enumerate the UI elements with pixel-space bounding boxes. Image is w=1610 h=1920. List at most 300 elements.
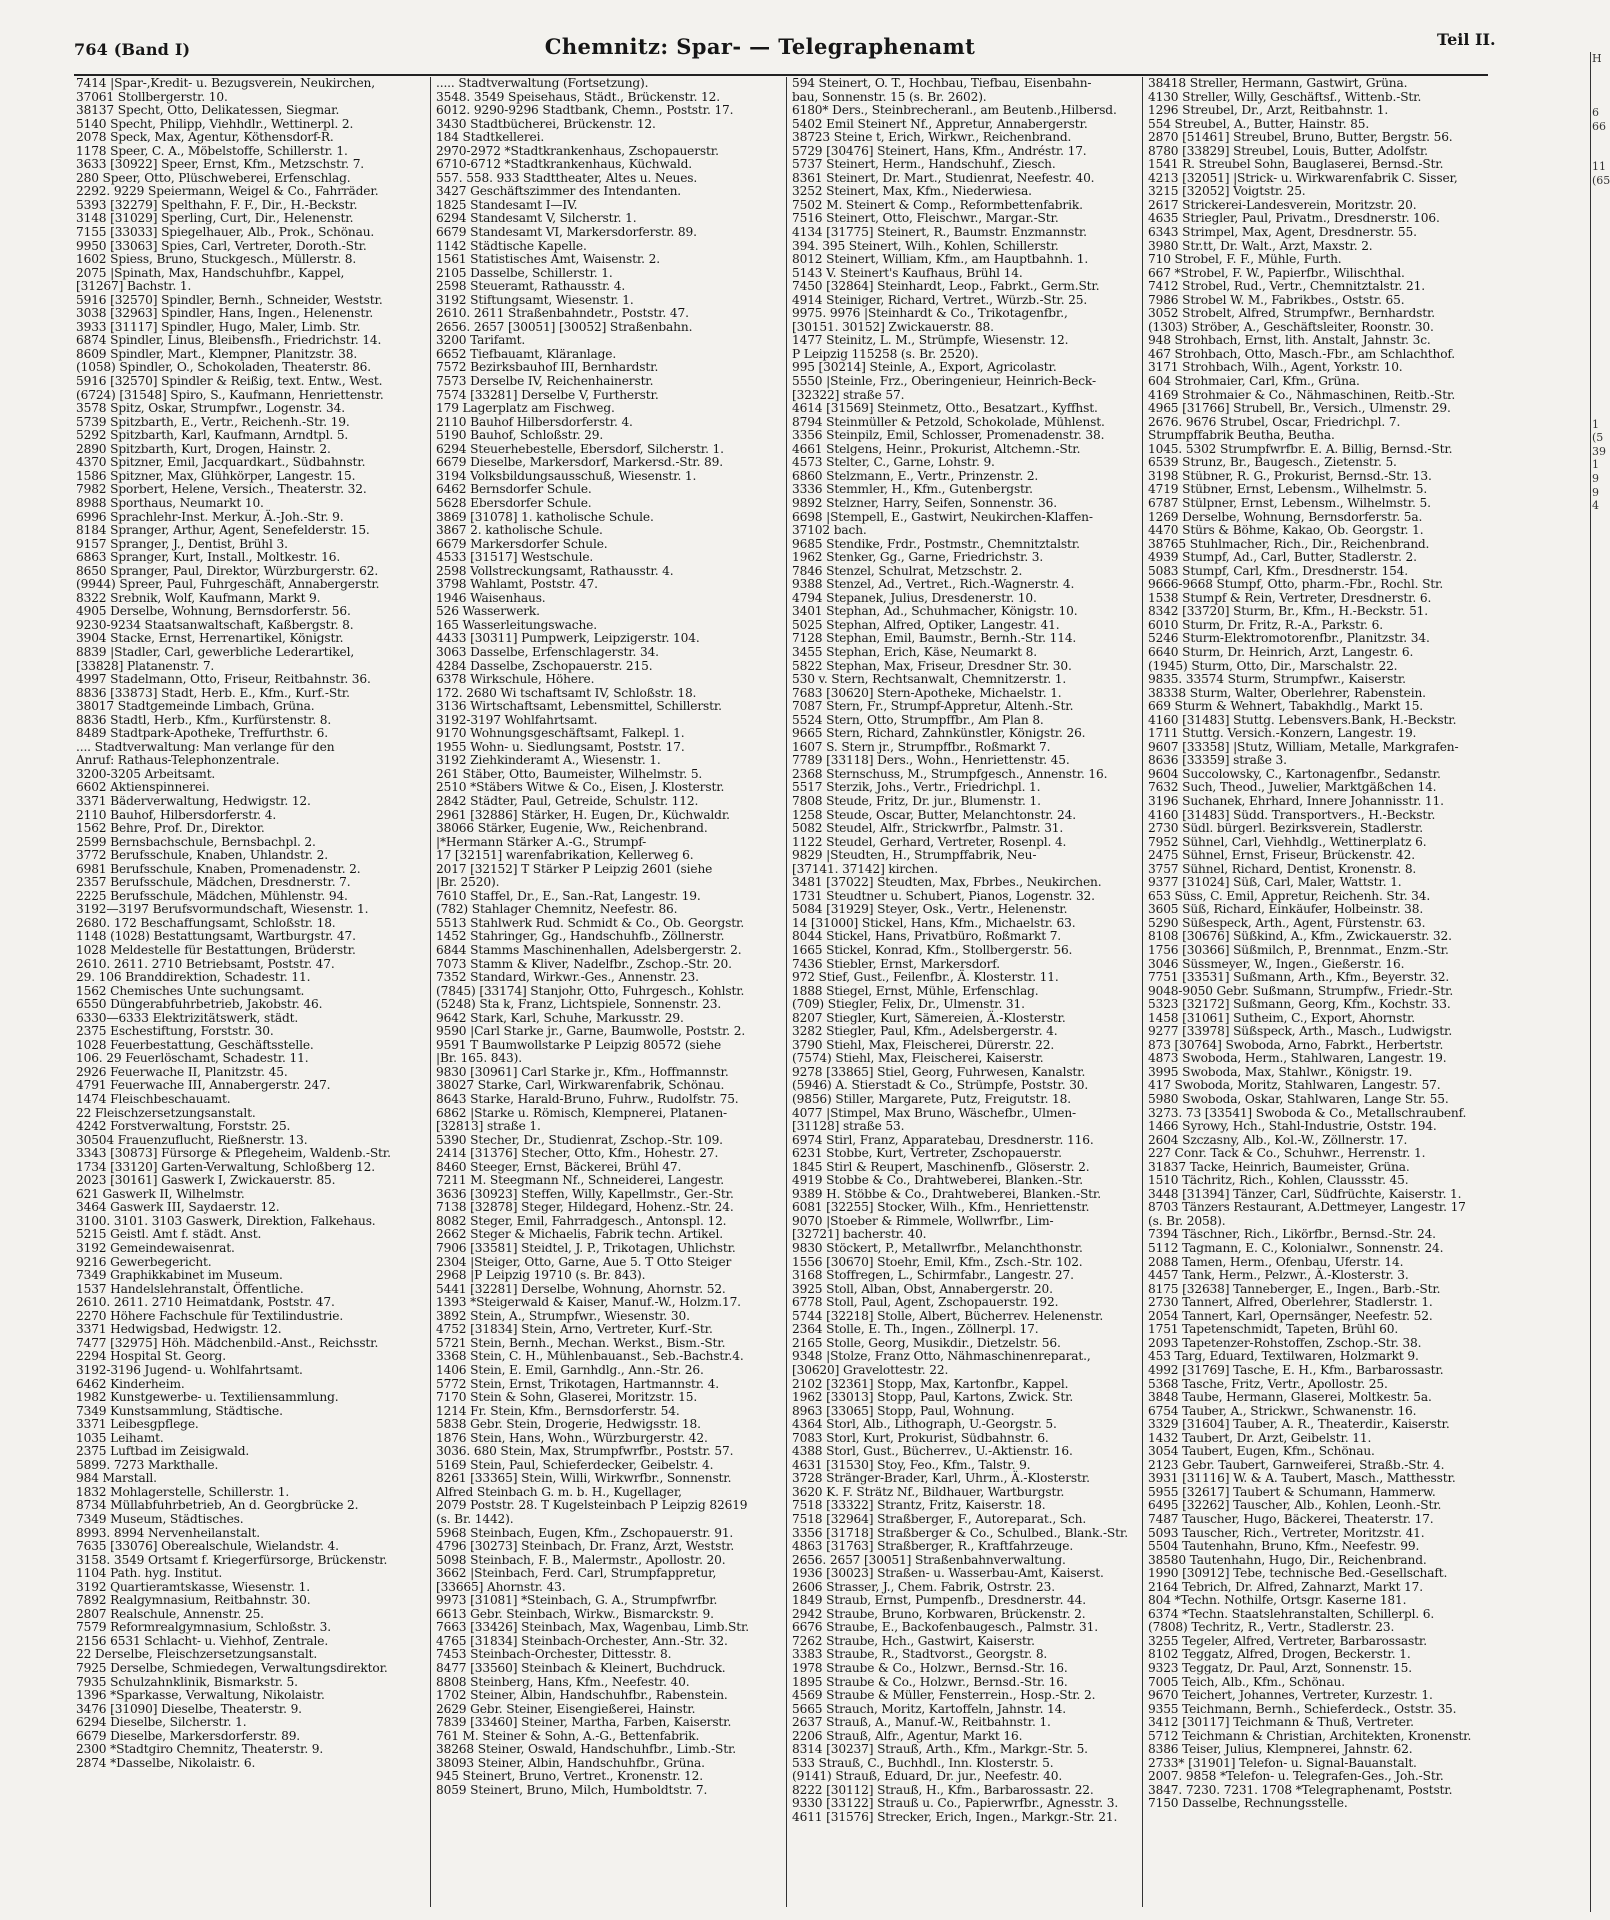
- directory-entry: (5946) A. Stierstadt & Co., Strümpfe, Poststr. 30.: [792, 1078, 1089, 1093]
- directory-entry: 2733* [31901] Telefon- u. Signal-Bauanstalt.: [1148, 1755, 1417, 1770]
- directory-entry: 7751 [33531] Sußmann, Arth., Kfm., Beyerstr. 32.: [1148, 970, 1450, 985]
- directory-entry: 1711 Stuttg. Versich.-Konzern, Langestr. 19.: [1148, 726, 1417, 741]
- directory-entry: 5112 Tagmann, E. C., Kolonialwr., Sonnenstr. 24.: [1148, 1241, 1444, 1256]
- directory-entry: 3196 Suchanek, Ehrhard, Innere Johannisstr. 11.: [1148, 793, 1444, 808]
- directory-entry: 6294 Standesamt V, Silcherstr. 1.: [436, 211, 637, 226]
- directory-entry: 9590 |Carl Starke jr., Garne, Baumwolle, Poststr. 2.: [436, 1024, 746, 1039]
- directory-entry: 2842 Städter, Paul, Getreide, Schulstr. 112.: [436, 793, 699, 808]
- directory-entry: [30151. 30152] Zwickauerstr. 88.: [792, 319, 994, 334]
- directory-entry: 5712 Teichmann & Christian, Architekten, Kronenstr.: [1148, 1728, 1472, 1743]
- directory-entry: 1990 [30912] Tebe, technische Bed.-Gesellschaft.: [1148, 1566, 1448, 1581]
- directory-entry: 22 Fleischzersetzungsanstalt.: [76, 1105, 256, 1120]
- directory-entry: 4863 [31763] Straßberger, R., Kraftfahrzeuge.: [792, 1539, 1074, 1554]
- directory-entry: 2206 Strauß, Alfr., Agentur, Markt 16.: [792, 1728, 1023, 1743]
- edge-fragment: [1591, 93, 1601, 107]
- directory-entry: 3620 K. F. Strätz Nf., Bildhauer, Wartburgstr.: [792, 1484, 1065, 1499]
- edge-fragment: [1591, 919, 1601, 933]
- directory-entry: bau, Sonnenstr. 15 (s. Br. 2602).: [792, 89, 987, 104]
- directory-entry: 8460 Steeger, Ernst, Bäckerei, Brühl 47.: [436, 1159, 682, 1174]
- edge-fragment: [1591, 1840, 1601, 1854]
- edge-fragment: [1591, 987, 1601, 1001]
- directory-entry: 9685 Stendike, Frdr., Postmstr., Chemnitztalstr.: [792, 536, 1080, 551]
- edge-fragment: [1591, 201, 1601, 215]
- edge-fragment: [1591, 662, 1601, 676]
- edge-fragment: [1591, 580, 1601, 594]
- directory-entry: 1946 Waisenhaus.: [436, 590, 546, 605]
- directory-entry: 5169 Stein, Paul, Schieferdecker, Geibelstr. 4.: [436, 1457, 714, 1472]
- directory-entry: 2656. 2657 [30051] [30052] Straßenbahn.: [436, 319, 693, 334]
- directory-entry: (1058) Spindler, O., Schokoladen, Theaterstr. 86.: [76, 360, 372, 375]
- directory-entry: 2102 [32361] Stopp, Max, Kartonfbr., Kappel.: [792, 1376, 1069, 1391]
- directory-entry: P Leipzig 115258 (s. Br. 2520).: [792, 346, 979, 361]
- directory-entry: 3343 [30873] Fürsorge & Pflegeheim, Waldenb.-Str.: [76, 1146, 391, 1161]
- directory-entry: 5083 Stumpf, Carl, Kfm., Dresdnerstr. 154.: [1148, 563, 1409, 578]
- directory-entry: 179 Lagerplatz am Fischweg.: [436, 401, 615, 416]
- edge-fragment: [1591, 1515, 1601, 1529]
- directory-entry: 1541 R. Streubel Sohn, Bauglaserei, Bernsd.-Str.: [1148, 157, 1444, 172]
- directory-entry: [33828] Platanenstr. 7.: [76, 658, 215, 673]
- directory-entry: (7845) [33174] Stanjohr, Otto, Fuhrgesch., Kohlstr.: [436, 983, 745, 998]
- directory-entry: 8386 Teiser, Julius, Klempnerei, Jahnstr. 62.: [1148, 1742, 1413, 1757]
- edge-fragment: 9: [1592, 485, 1599, 499]
- directory-entry: 3255 Tegeler, Alfred, Vertreter, Barbarossastr.: [1148, 1633, 1427, 1648]
- edge-fragment: [1591, 770, 1601, 784]
- directory-entry: 6550 Düngerabfuhrbetrieb, Jakobstr. 46.: [76, 997, 323, 1012]
- directory-entry: 6231 Stobbe, Kurt, Vertreter, Zschopauerstr.: [792, 1146, 1062, 1161]
- directory-entry: 8703 Tänzers Restaurant, A.Dettmeyer, Langestr. 17: [1148, 1200, 1466, 1215]
- directory-entry: 9330 [33122] Strauß u. Co., Papierwrfbr., Agnesstr. 3.: [792, 1796, 1119, 1811]
- directory-entry: 3798 Wahlamt, Poststr. 47.: [436, 577, 598, 592]
- edge-fragment: [1591, 1664, 1601, 1678]
- directory-entry: 5215 Geistl. Amt f. städt. Anst.: [76, 1227, 262, 1242]
- directory-entry: 8839 |Stadler, Carl, gewerbliche Lederartikel,: [76, 644, 355, 659]
- directory-entry: 7394 Täschner, Rich., Likörfbr., Bernsd.-Str. 24.: [1148, 1227, 1436, 1242]
- directory-entry: 8222 [30112] Strauß, H., Kfm., Barbarossastr. 22.: [792, 1782, 1094, 1797]
- directory-entry: 7073 Stamm & Kliver, Nadelfbr., Zschop.-Str. 20.: [436, 956, 732, 971]
- edge-fragment: [1591, 1502, 1601, 1516]
- directory-entry: (s. Br. 2058).: [1148, 1213, 1226, 1228]
- directory-entry: 6613 Gebr. Steinbach, Wirkw., Bismarckstr. 9.: [436, 1606, 714, 1621]
- edge-fragment: [1591, 960, 1601, 974]
- directory-entry: 1955 Wohn- u. Siedlungsamt, Poststr. 17.: [436, 739, 685, 754]
- directory-entry: 4914 Steiniger, Richard, Vertret., Würzb.-Str. 25.: [792, 292, 1088, 307]
- directory-entry: (9141) Strauß, Eduard, Dr. jur., Neefestr. 40.: [792, 1769, 1063, 1784]
- directory-entry: 2610. 2611. 2710 Heimatdank, Poststr. 47.: [76, 1295, 335, 1310]
- directory-entry: (7574) Stiehl, Max, Fleischerei, Kaiserstr.: [792, 1051, 1044, 1066]
- directory-entry: 6787 Stülpner, Ernst, Lebensm., Wilhelmstr. 5.: [1148, 495, 1431, 510]
- edge-fragment: [1591, 1393, 1601, 1407]
- directory-entry: 710 Strobel, F. F., Mühle, Furth.: [1148, 252, 1342, 267]
- edge-fragment: [1591, 838, 1601, 852]
- directory-entry: 7477 [32975] Höh. Mädchenbild.-Anst., Reichsstr.: [76, 1335, 379, 1350]
- directory-entry: 106. 29 Feuerlöschamt, Schadestr. 11.: [76, 1051, 309, 1066]
- directory-entry: 3192-3197 Wohlfahrtsamt.: [436, 712, 598, 727]
- directory-entry: 7579 Reformrealgymnasium, Schloßstr. 3.: [76, 1620, 331, 1635]
- directory-entry: 3790 Stiehl, Max, Fleischerei, Dürerstr. 22.: [792, 1037, 1055, 1052]
- directory-entry: 1393 *Steigerwald & Kaiser, Manuf.-W., Holzm.17.: [436, 1295, 741, 1310]
- directory-entry: 1474 Fleischbeschauamt.: [76, 1092, 231, 1107]
- directory-entry: 9216 Gewerbegericht.: [76, 1254, 212, 1269]
- directory-entry: 621 Gaswerk II, Wilhelmstr.: [76, 1186, 245, 1201]
- directory-entry: 9048-9050 Gebr. Sußmann, Strumpfw., Friedr.-Str.: [1148, 983, 1454, 998]
- directory-entry: 873 [30764] Swoboda, Arno, Fabrkt., Herbertstr.: [1148, 1037, 1444, 1052]
- edge-fragment: [1591, 1596, 1601, 1610]
- directory-entry: 6539 Strunz, Br., Baugesch., Zietenstr. 5.: [1148, 455, 1397, 470]
- edge-fragment: [1591, 323, 1601, 337]
- directory-entry: 38137 Specht, Otto, Delikatessen, Siegmar.: [76, 103, 340, 118]
- directory-entry: 1538 Stumpf & Rein, Vertreter, Dresdnerstr. 6.: [1148, 590, 1432, 605]
- edge-fragment: [1591, 1610, 1601, 1624]
- edge-fragment: [1591, 1353, 1601, 1367]
- directory-entry: 7128 Stephan, Emil, Baumstr., Bernh.-Str. 114.: [792, 631, 1077, 646]
- edge-fragment: [1591, 1420, 1601, 1434]
- directory-entry: 7986 Strobel W. M., Fabrikbes., Oststr. 65.: [1148, 292, 1405, 307]
- directory-entry: 995 [30214] Steinle, A., Export, Agricolastr.: [792, 360, 1057, 375]
- directory-entry: 3371 Leibesgpflege.: [76, 1417, 199, 1432]
- directory-entry: 5916 [32570] Spindler & Reißig, text. Entw., West.: [76, 374, 383, 389]
- directory-entry: 8361 Steinert, Dr. Mart., Studienrat, Neefestr. 40.: [792, 170, 1095, 185]
- directory-entry: 6640 Sturm, Dr. Heinrich, Arzt, Langestr. 6.: [1148, 644, 1414, 659]
- directory-entry: 4997 Stadelmann, Otto, Friseur, Reitbahnstr. 36.: [76, 672, 371, 687]
- directory-entry: 6495 [32262] Tauscher, Alb., Kohlen, Leonh.-Str.: [1148, 1498, 1442, 1513]
- edge-fragment: [1591, 1474, 1601, 1488]
- directory-entry: (1303) Ströber, A., Geschäftsleiter, Roonstr. 30.: [1148, 319, 1434, 334]
- directory-entry: 2807 Realschule, Annenstr. 25.: [76, 1606, 264, 1621]
- directory-entry: [32721] bacherstr. 40.: [792, 1227, 927, 1242]
- edge-fragment: [1591, 309, 1601, 323]
- directory-entry: 8477 [33560] Steinbach & Kleinert, Buchdruck.: [436, 1660, 726, 1675]
- directory-entry: 5524 Stern, Otto, Strumpffbr., Am Plan 8.: [792, 712, 1044, 727]
- directory-entry: 38017 Stadtgemeinde Limbach, Grüna.: [76, 699, 315, 714]
- edge-fragment: [1591, 892, 1601, 906]
- directory-entry: 2156 6531 Schlacht- u. Viehhof, Zentrale.: [76, 1633, 329, 1648]
- directory-entry: 22 Derselbe, Fleischzersetzungsanstalt.: [76, 1647, 318, 1662]
- directory-entry: 7083 Storl, Kurt, Prokurist, Südbahnstr. 6.: [792, 1430, 1049, 1445]
- directory-entry: 2368 Sternschuss, M., Strumpfgesch., Annenstr. 16.: [792, 766, 1108, 781]
- directory-entry: 7518 [33322] Strantz, Fritz, Kaiserstr. 18.: [792, 1498, 1046, 1513]
- directory-entry: 3636 [30923] Steffen, Willy, Kapellmstr., Ger.-Str.: [436, 1186, 734, 1201]
- directory-entry: 7574 [33281] Derselbe V, Furtherstr.: [436, 387, 659, 402]
- directory-entry: 5628 Ebersdorfer Schule.: [436, 495, 592, 510]
- directory-entry: 8794 Steinmüller & Petzold, Schokolade, Mühlenst.: [792, 414, 1105, 429]
- directory-entry: 9591 T Baumwollstarke P Leipzig 80572 (siehe: [436, 1037, 722, 1052]
- directory-entry: 1607 S. Stern jr., Strumpffbr., Roßmarkt 7.: [792, 739, 1051, 754]
- directory-entry: 3430 Stadtbücherei, Brückenstr. 12.: [436, 116, 656, 131]
- directory-entry: 7935 Schulzahnklinik, Bismarkstr. 5.: [76, 1674, 298, 1689]
- directory-entry: 6081 [32255] Stocker, Wilh., Kfm., Henriettenstr.: [792, 1200, 1090, 1215]
- directory-entry: 394. 395 Steinert, Wilh., Kohlen, Schillerstr.: [792, 238, 1059, 253]
- directory-entry: 2110 Bauhof Hilbersdorferstr. 4.: [436, 414, 633, 429]
- edge-fragment: [1591, 905, 1601, 919]
- directory-entry: (6724) [31548] Spiro, S., Kaufmann, Henriettenstr.: [76, 387, 384, 402]
- directory-entry: 9665 Stern, Richard, Zahnkünstler, Königstr. 26.: [792, 726, 1086, 741]
- directory-entry: 1665 Stickel, Konrad, Kfm., Stollbergerstr. 56.: [792, 943, 1073, 957]
- directory-entry: 557. 558. 933 Stadttheater, Altes u. Neues.: [436, 170, 698, 185]
- edge-fragment: [1591, 1000, 1601, 1014]
- directory-entry: 7349 Kunstsammlung, Städtische.: [76, 1403, 283, 1418]
- edge-fragment: [1591, 1122, 1601, 1136]
- edge-fragment: [1591, 1529, 1601, 1543]
- directory-entry: 5513 Stahlwerk Rud. Schmidt & Co., Ob. Georgstr.: [436, 915, 745, 930]
- edge-fragment: [1591, 1813, 1601, 1827]
- directory-entry: 9388 Stenzel, Ad., Vertret., Rich.-Wagnerstr. 4.: [792, 577, 1075, 592]
- edge-fragment: [1591, 1556, 1601, 1570]
- directory-entry: 8609 Spindler, Mart., Klempner, Planitzstr. 38.: [76, 346, 358, 361]
- edge-fragment: [1591, 702, 1601, 716]
- directory-entry: 6996 Sprachlehr-Inst. Merkur, Ä.-Joh.-Str. 9.: [76, 509, 344, 524]
- directory-entry: 2164 Tebrich, Dr. Alfred, Zahnarzt, Markt 17.: [1148, 1579, 1423, 1594]
- edge-fragment: [1591, 1366, 1601, 1380]
- directory-entry: 4130 Streller, Willy, Geschäftsf., Wittenb.-Str.: [1148, 89, 1422, 104]
- directory-entry: 1148 (1028) Bestattungsamt, Wartburgstr. 47.: [76, 929, 356, 944]
- edge-fragment: [1591, 1488, 1601, 1502]
- directory-entry: 4939 Stumpf, Ad., Carl, Butter, Stadlerstr. 2.: [1148, 550, 1417, 565]
- directory-entry: 38268 Steiner, Oswald, Handschuhfbr., Limb.-Str.: [436, 1742, 737, 1757]
- directory-entry: 6374 *Techn. Staatslehranstalten, Schillerpl. 6.: [1148, 1606, 1435, 1621]
- directory-entry: 533 Strauß, C., Buchhdl., Inn. Klosterstr. 5.: [792, 1755, 1054, 1770]
- directory-entry: [30620] Gravelottestr. 22.: [792, 1362, 949, 1377]
- directory-entry: 5190 Bauhof, Schloßstr. 29.: [436, 428, 604, 443]
- directory-entry: 5744 [32218] Stolle, Albert, Bücherrev. Helenenstr.: [792, 1308, 1104, 1323]
- directory-entry: 9157 Spranger, J., Dentist, Brühl 3.: [76, 536, 288, 551]
- edge-fragment: [1591, 1095, 1601, 1109]
- directory-entry: 3371 Hedwigsbad, Hedwigstr. 12.: [76, 1322, 282, 1337]
- edge-fragment: [1591, 1800, 1601, 1814]
- directory-entry: 3980 Str.tt, Dr. Walt., Arzt, Maxstr. 2.: [1148, 238, 1373, 253]
- directory-entry: 2105 Dasselbe, Schillerstr. 1.: [436, 265, 613, 280]
- directory-entry: 5721 Stein, Bernh., Mechan. Werkst., Bism.-Str.: [436, 1335, 726, 1350]
- edge-fragment: 66: [1592, 119, 1606, 133]
- directory-entry: 1537 Handelslehranstalt, Öffentliche.: [76, 1281, 304, 1296]
- edge-fragment: [1591, 1325, 1601, 1339]
- directory-entry: 9670 Teichert, Johannes, Vertreter, Kurzestr. 1.: [1148, 1688, 1433, 1703]
- directory-entry: 2075 |Spinath, Max, Handschuhfbr., Kappel,: [76, 265, 345, 280]
- directory-entry: 1561 Statistisches Amt, Waisenstr. 2.: [436, 252, 660, 267]
- directory-entry: 2730 Tannert, Alfred, Oberlehrer, Stadlerstr. 1.: [1148, 1295, 1433, 1310]
- directory-entry: 6862 |Starke u. Römisch, Klempnerei, Platanen-: [436, 1105, 728, 1120]
- directory-entry: 2079 Poststr. 28. T Kugelsteinbach P Leipzig 82619: [436, 1498, 748, 1513]
- directory-entry: 8780 [33829] Streubel, Louis, Butter, Adolfstr.: [1148, 143, 1428, 158]
- directory-entry: 5093 Tauscher, Rich., Vertreter, Moritzstr. 41.: [1148, 1525, 1425, 1540]
- directory-entry: 1602 Spiess, Bruno, Stuckgesch., Müllerstr. 8.: [76, 252, 357, 267]
- directory-entry: 3192-3196 Jugend- u. Wohlfahrtsamt.: [76, 1362, 303, 1377]
- directory-entry: 7572 Bezirksbauhof III, Bernhardstr.: [436, 360, 659, 375]
- directory-entry: 38027 Starke, Carl, Wirkwarenfabrik, Schönau.: [436, 1078, 725, 1093]
- directory-entry: 8963 [33065] Stopp, Paul, Wohnung.: [792, 1403, 1015, 1418]
- directory-entry: 4873 Swoboda, Herm., Stahlwaren, Langestr. 19.: [1148, 1051, 1447, 1066]
- directory-entry: 3476 [31090] Dieselbe, Theaterstr. 9.: [76, 1701, 302, 1716]
- directory-entry: 38418 Streller, Hermann, Gastwirt, Grüna.: [1148, 76, 1408, 90]
- directory-entry: 1734 [33120] Garten-Verwaltung, Schloßberg 12.: [76, 1159, 375, 1174]
- directory-entry: 6710-6712 *Stadtkrankenhaus, Küchwald.: [436, 157, 693, 172]
- edge-fragment: [1591, 215, 1601, 229]
- directory-entry: 5729 [30476] Steinert, Hans, Kfm., Andréstr. 17.: [792, 143, 1087, 158]
- directory-entry: 1962 [33013] Stopp, Paul, Kartons, Zwick. Str.: [792, 1390, 1074, 1405]
- directory-entry: 3329 [31604] Tauber, A. R., Theaterdir., Kaiserstr.: [1148, 1417, 1450, 1432]
- directory-entry: 2629 Gebr. Steiner, Eisengießerei, Hainstr.: [436, 1701, 696, 1716]
- directory-entry: 3282 Stiegler, Paul, Kfm., Adelsbergerstr. 4.: [792, 1024, 1058, 1039]
- directory-entry: 669 Sturm & Wehnert, Tabakhdlg., Markt 15.: [1148, 699, 1424, 714]
- directory-entry: 2414 [31376] Stecher, Otto, Kfm., Hohestr. 27.: [436, 1146, 719, 1161]
- directory-entry: 8489 Stadtpark-Apotheke, Treffurthstr. 6.: [76, 726, 329, 741]
- directory-entry: .... Stadtverwaltung: Man verlange für den: [76, 739, 335, 754]
- directory-entry: 1562 Behre, Prof. Dr., Direktor.: [76, 821, 265, 836]
- directory-entry: 2656. 2657 [30051] Straßenbahnverwaltung.: [792, 1552, 1066, 1567]
- directory-entry: 2364 Stolle, E. Th., Ingen., Zöllnerpl. 17.: [792, 1322, 1039, 1337]
- directory-entry: 3904 Stacke, Ernst, Herrenartikel, Königstr.: [76, 631, 344, 646]
- directory-entry: (9856) Stiller, Margarete, Putz, Freigutstr. 18.: [792, 1092, 1071, 1107]
- edge-fragment: [1591, 1203, 1601, 1217]
- directory-entry: 1982 Kunstgewerbe- u. Textiliensammlung.: [76, 1390, 339, 1405]
- directory-entry: 6294 Steuerhebestelle, Ebersdorf, Silcherstr. 1.: [436, 441, 724, 456]
- directory-entry: 3925 Stoll, Alban, Obst, Annabergerstr. 20.: [792, 1281, 1053, 1296]
- directory-entry: 804 *Techn. Nothilfe, Ortsgr. Kaserne 181.: [1148, 1593, 1407, 1608]
- directory-entry: 38765 Stuhlmacher, Rich., Dir., Reichenbrand.: [1148, 536, 1430, 551]
- directory-entry: 1962 Stenker, Gg., Garne, Friedrichstr. 3.: [792, 550, 1044, 565]
- directory-entry: 3662 |Steinbach, Ferd. Carl, Strumpfappretur,: [436, 1566, 717, 1581]
- edge-fragment: [1591, 851, 1601, 865]
- directory-entry: 7436 Stiebler, Ernst, Markersdorf.: [792, 956, 1000, 971]
- directory-entry: 3448 [31394] Tänzer, Carl, Südfrüchte, Kaiserstr. 1.: [1148, 1186, 1462, 1201]
- directory-entry: 3481 [37022] Steudten, Max, Fbrbes., Neukirchen.: [792, 875, 1102, 890]
- directory-entry: 4794 Stepanek, Julius, Dresdenerstr. 10.: [792, 590, 1037, 605]
- directory-entry: 9377 [31024] Süß, Carl, Maler, Wattstr. 1.: [1148, 875, 1402, 890]
- edge-fragment: [1591, 811, 1601, 825]
- edge-fragment: 1: [1592, 417, 1599, 431]
- directory-entry: 2874 *Dasselbe, Nikolaistr. 6.: [76, 1755, 256, 1770]
- directory-entry: 7450 [32864] Steinhardt, Leop., Fabrkt., Germ.Str.: [792, 279, 1100, 294]
- directory-entry: 2292. 9229 Speiermann, Weigel & Co., Fahrräder.: [76, 184, 379, 199]
- directory-entry: 184 Stadtkellerei.: [436, 130, 545, 145]
- edge-fragment: [1591, 540, 1601, 554]
- directory-entry: 3198 Stübner, R. G., Prokurist, Bernsd.-Str. 13.: [1148, 468, 1432, 483]
- directory-entry: 1035 Leihamt.: [76, 1430, 164, 1445]
- directory-entry: 7839 [33460] Steiner, Martha, Farben, Kaiserstr.: [436, 1715, 732, 1730]
- edge-fragment: [1591, 404, 1601, 418]
- directory-entry: |Br. 2520).: [436, 875, 500, 890]
- directory-entry: 7892 Realgymnasium, Reitbahnstr. 30.: [76, 1593, 311, 1608]
- directory-entry: 9830 [30961] Carl Starke jr., Kfm., Hoffmannstr.: [436, 1064, 729, 1079]
- directory-entry: 3931 [31116] W. & A. Taubert, Masch., Matthesstr.: [1148, 1471, 1456, 1486]
- directory-entry: 2165 Stolle, Georg, Musikdir., Dietzelstr. 56.: [792, 1335, 1061, 1350]
- directory-entry: ..... Stadtverwaltung (Fortsetzung).: [436, 76, 649, 90]
- directory-entry: 6981 Berufsschule, Knaben, Promenadenstr. 2.: [76, 861, 361, 876]
- directory-entry: 3273. 73 [33541] Swoboda & Co., Metallschraubenf.: [1148, 1105, 1467, 1120]
- directory-entry: 227 Conr. Tack & Co., Schuhwr., Herrenstr. 1.: [1148, 1146, 1426, 1161]
- directory-entry: 2225 Berufsschule, Mädchen, Mühlenstr. 94.: [76, 888, 348, 903]
- edge-fragment: [1591, 1041, 1601, 1055]
- directory-entry: 7155 [33033] Spiegelhauer, Alb., Prok., Schönau.: [76, 225, 375, 240]
- directory-entry: 9642 Stark, Karl, Schuhe, Markusstr. 29.: [436, 1010, 684, 1025]
- directory-entry: 5393 [32279] Spelthahn, F. F., Dir., H.-Beckstr.: [76, 197, 358, 212]
- directory-entry: 2968 |P Leipzig 19710 (s. Br. 843).: [436, 1268, 646, 1283]
- directory-entry: 2617 Strickerei-Landesverein, Moritzstr. 20.: [1148, 197, 1417, 212]
- directory-entry: 3136 Wirtschaftsamt, Lebensmittel, Schillerstr.: [436, 699, 722, 714]
- directory-entry: 3383 Straube, R., Stadtvorst., Georgstr. 8.: [792, 1647, 1048, 1662]
- directory-entry: 3194 Volksbildungsausschuß, Wiesenstr. 1.: [436, 468, 697, 483]
- directory-entry: 9973 [31081] *Steinbach, G. A., Strumpfwrfbr.: [436, 1593, 718, 1608]
- edge-fragment: [1591, 1217, 1601, 1231]
- edge-fragment: [1591, 756, 1601, 770]
- directory-entry: 4470 Stürs & Böhme, Kakao, Ob. Georgstr. 1.: [1148, 523, 1424, 538]
- directory-entry: 3215 [32052] Voigtstr. 25.: [1148, 184, 1306, 199]
- directory-entry: (9944) Spreer, Paul, Fuhrgeschäft, Annabergerstr.: [76, 577, 380, 592]
- directory-entry: 29. 106 Branddirektion, Schadestr. 11.: [76, 970, 311, 985]
- directory-entry: 972 Stief, Gust., Feilenfbr., Ä. Klosterstr. 11.: [792, 970, 1059, 985]
- edge-fragment: [1591, 282, 1601, 296]
- directory-entry: 9355 Teichmann, Bernh., Schieferdeck., Oststr. 35.: [1148, 1701, 1457, 1716]
- directory-entry: 2078 Speck, Max, Agentur, Köthensdorf-R.: [76, 130, 334, 145]
- directory-entry: 8322 Srebnik, Wolf, Kaufmann, Markt 9.: [76, 590, 321, 605]
- directory-entry: 2599 Bernsbachschule, Bernsbachpl. 2.: [76, 834, 316, 849]
- directory-entry: 8314 [30237] Strauß, Arth., Kfm., Markgr.-Str. 5.: [792, 1742, 1088, 1757]
- directory-entry: 3200-3205 Arbeitsamt.: [76, 766, 216, 781]
- edge-fragment: [1591, 567, 1601, 581]
- directory-entry: 3356 Steinpilz, Emil, Schlosser, Promenadenstr. 38.: [792, 428, 1105, 443]
- directory-entry: 9607 [33358] |Stutz, William, Metalle, Markgrafen-: [1148, 739, 1459, 754]
- edge-fragment: [1591, 269, 1601, 283]
- edge-fragment: [1591, 1583, 1601, 1597]
- directory-entry: 5916 [32570] Spindler, Bernh., Schneider, Weststr.: [76, 292, 383, 307]
- directory-entry: 6863 Spranger, Kurt, Install., Moltkestr. 16.: [76, 550, 341, 565]
- directory-entry: 4719 Stübner, Ernst, Lebensm., Wilhelmstr. 5.: [1148, 482, 1428, 497]
- edge-fragment: [1591, 1732, 1601, 1746]
- directory-entry: 7663 [33426] Steinbach, Max, Wagenbau, Limb.Str.: [436, 1620, 749, 1635]
- directory-entry: 1458 [31061] Sutheim, C., Export, Ahornstr.: [1148, 1010, 1416, 1025]
- edge-fragment: 11: [1592, 160, 1606, 174]
- directory-entry: 417 Swoboda, Moritz, Stahlwaren, Langestr. 57.: [1148, 1078, 1441, 1093]
- directory-entry: 8108 [30676] Süßkind, A., Kfm., Zwickauerstr. 32.: [1148, 929, 1452, 944]
- directory-entry: 9892 Stelzner, Harry, Seifen, Sonnenstr. 36.: [792, 495, 1057, 510]
- edge-fragment: [1591, 1827, 1601, 1841]
- directory-entry: 1406 Stein, E. Emil, Garnhdlg., Ann.-Str. 26.: [436, 1362, 704, 1377]
- directory-entry: 2598 Steueramt, Rathausstr. 4.: [436, 279, 626, 294]
- directory-entry: 4160 [31483] Südd. Transportvers., H.-Beckstr.: [1148, 807, 1436, 822]
- directory-entry: 667 *Strobel, F. W., Papierfbr., Wilischthal.: [1148, 265, 1405, 280]
- directory-entry: 3412 [30117] Teichmann & Thuß, Vertreter.: [1148, 1715, 1414, 1730]
- directory-entry: 5838 Gebr. Stein, Drogerie, Hedwigsstr. 18.: [436, 1417, 701, 1432]
- directory-entry: 4134 [31775] Steinert, R., Baumstr. Enzmannstr.: [792, 225, 1087, 240]
- directory-entry: 2606 Strasser, J., Chem. Fabrik, Ostrstr. 23.: [792, 1579, 1055, 1594]
- edge-fragment: [1591, 1786, 1601, 1800]
- directory-entry: 8808 Steinberg, Hans, Kfm., Neefestr. 40.: [436, 1674, 690, 1689]
- directory-entry: 6012. 9290-9296 Stadtbank, Chemn., Poststr. 17.: [436, 103, 734, 118]
- directory-entry: 1214 Fr. Stein, Kfm., Bernsdorferstr. 54.: [436, 1403, 680, 1418]
- directory-entry: 5550 |Steinle, Frz., Oberingenieur, Heinrich-Beck-: [792, 374, 1096, 389]
- directory-entry: 8012 Steinert, William, Kfm., am Hauptbahnh. 1.: [792, 252, 1089, 267]
- directory-entry: Alfred Steinbach G. m. b. H., Kugellager,: [436, 1484, 682, 1499]
- edge-fragment: [1591, 797, 1601, 811]
- edge-fragment: [1591, 743, 1601, 757]
- edge-fragment: [1591, 878, 1601, 892]
- directory-entry: 3168 Stoffregen, L., Schirmfabr., Langestr. 27.: [792, 1268, 1074, 1283]
- edge-fragment: [1591, 1231, 1601, 1245]
- directory-entry: (1945) Sturm, Otto, Dir., Marschalstr. 22.: [1148, 658, 1398, 673]
- directory-entry: 7087 Stern, Fr., Strumpf-Appretur, Altenh.-Str.: [792, 699, 1074, 714]
- directory-entry: 8636 [33359] straße 3.: [1148, 753, 1287, 768]
- directory-entry: 8059 Steinert, Bruno, Milch, Humboldtstr. 7.: [436, 1782, 708, 1797]
- edge-fragment: [1591, 364, 1601, 378]
- directory-entry: 5955 [32617] Taubert & Schumann, Hammerw.: [1148, 1484, 1436, 1499]
- edge-fragment: [1591, 66, 1601, 80]
- directory-entry: 2270 Höhere Fachschule für Textilindustrie.: [76, 1308, 344, 1323]
- directory-entry: 6874 Spindler, Linus, Bleibensfh., Friedrichstr. 14.: [76, 333, 382, 348]
- directory-entry: 5772 Stein, Ernst, Trikotagen, Hartmannstr. 4.: [436, 1376, 719, 1391]
- edge-fragment: [1591, 1691, 1601, 1705]
- directory-entry: 2610. 2611 Straßenbahndetr., Poststr. 47.: [436, 306, 689, 321]
- directory-entry: 5822 Stephan, Max, Friseur, Dresdner Str. 30.: [792, 658, 1072, 673]
- directory-entry: 9323 Teggatz, Dr. Paul, Arzt, Sonnenstr. 15.: [1148, 1660, 1412, 1675]
